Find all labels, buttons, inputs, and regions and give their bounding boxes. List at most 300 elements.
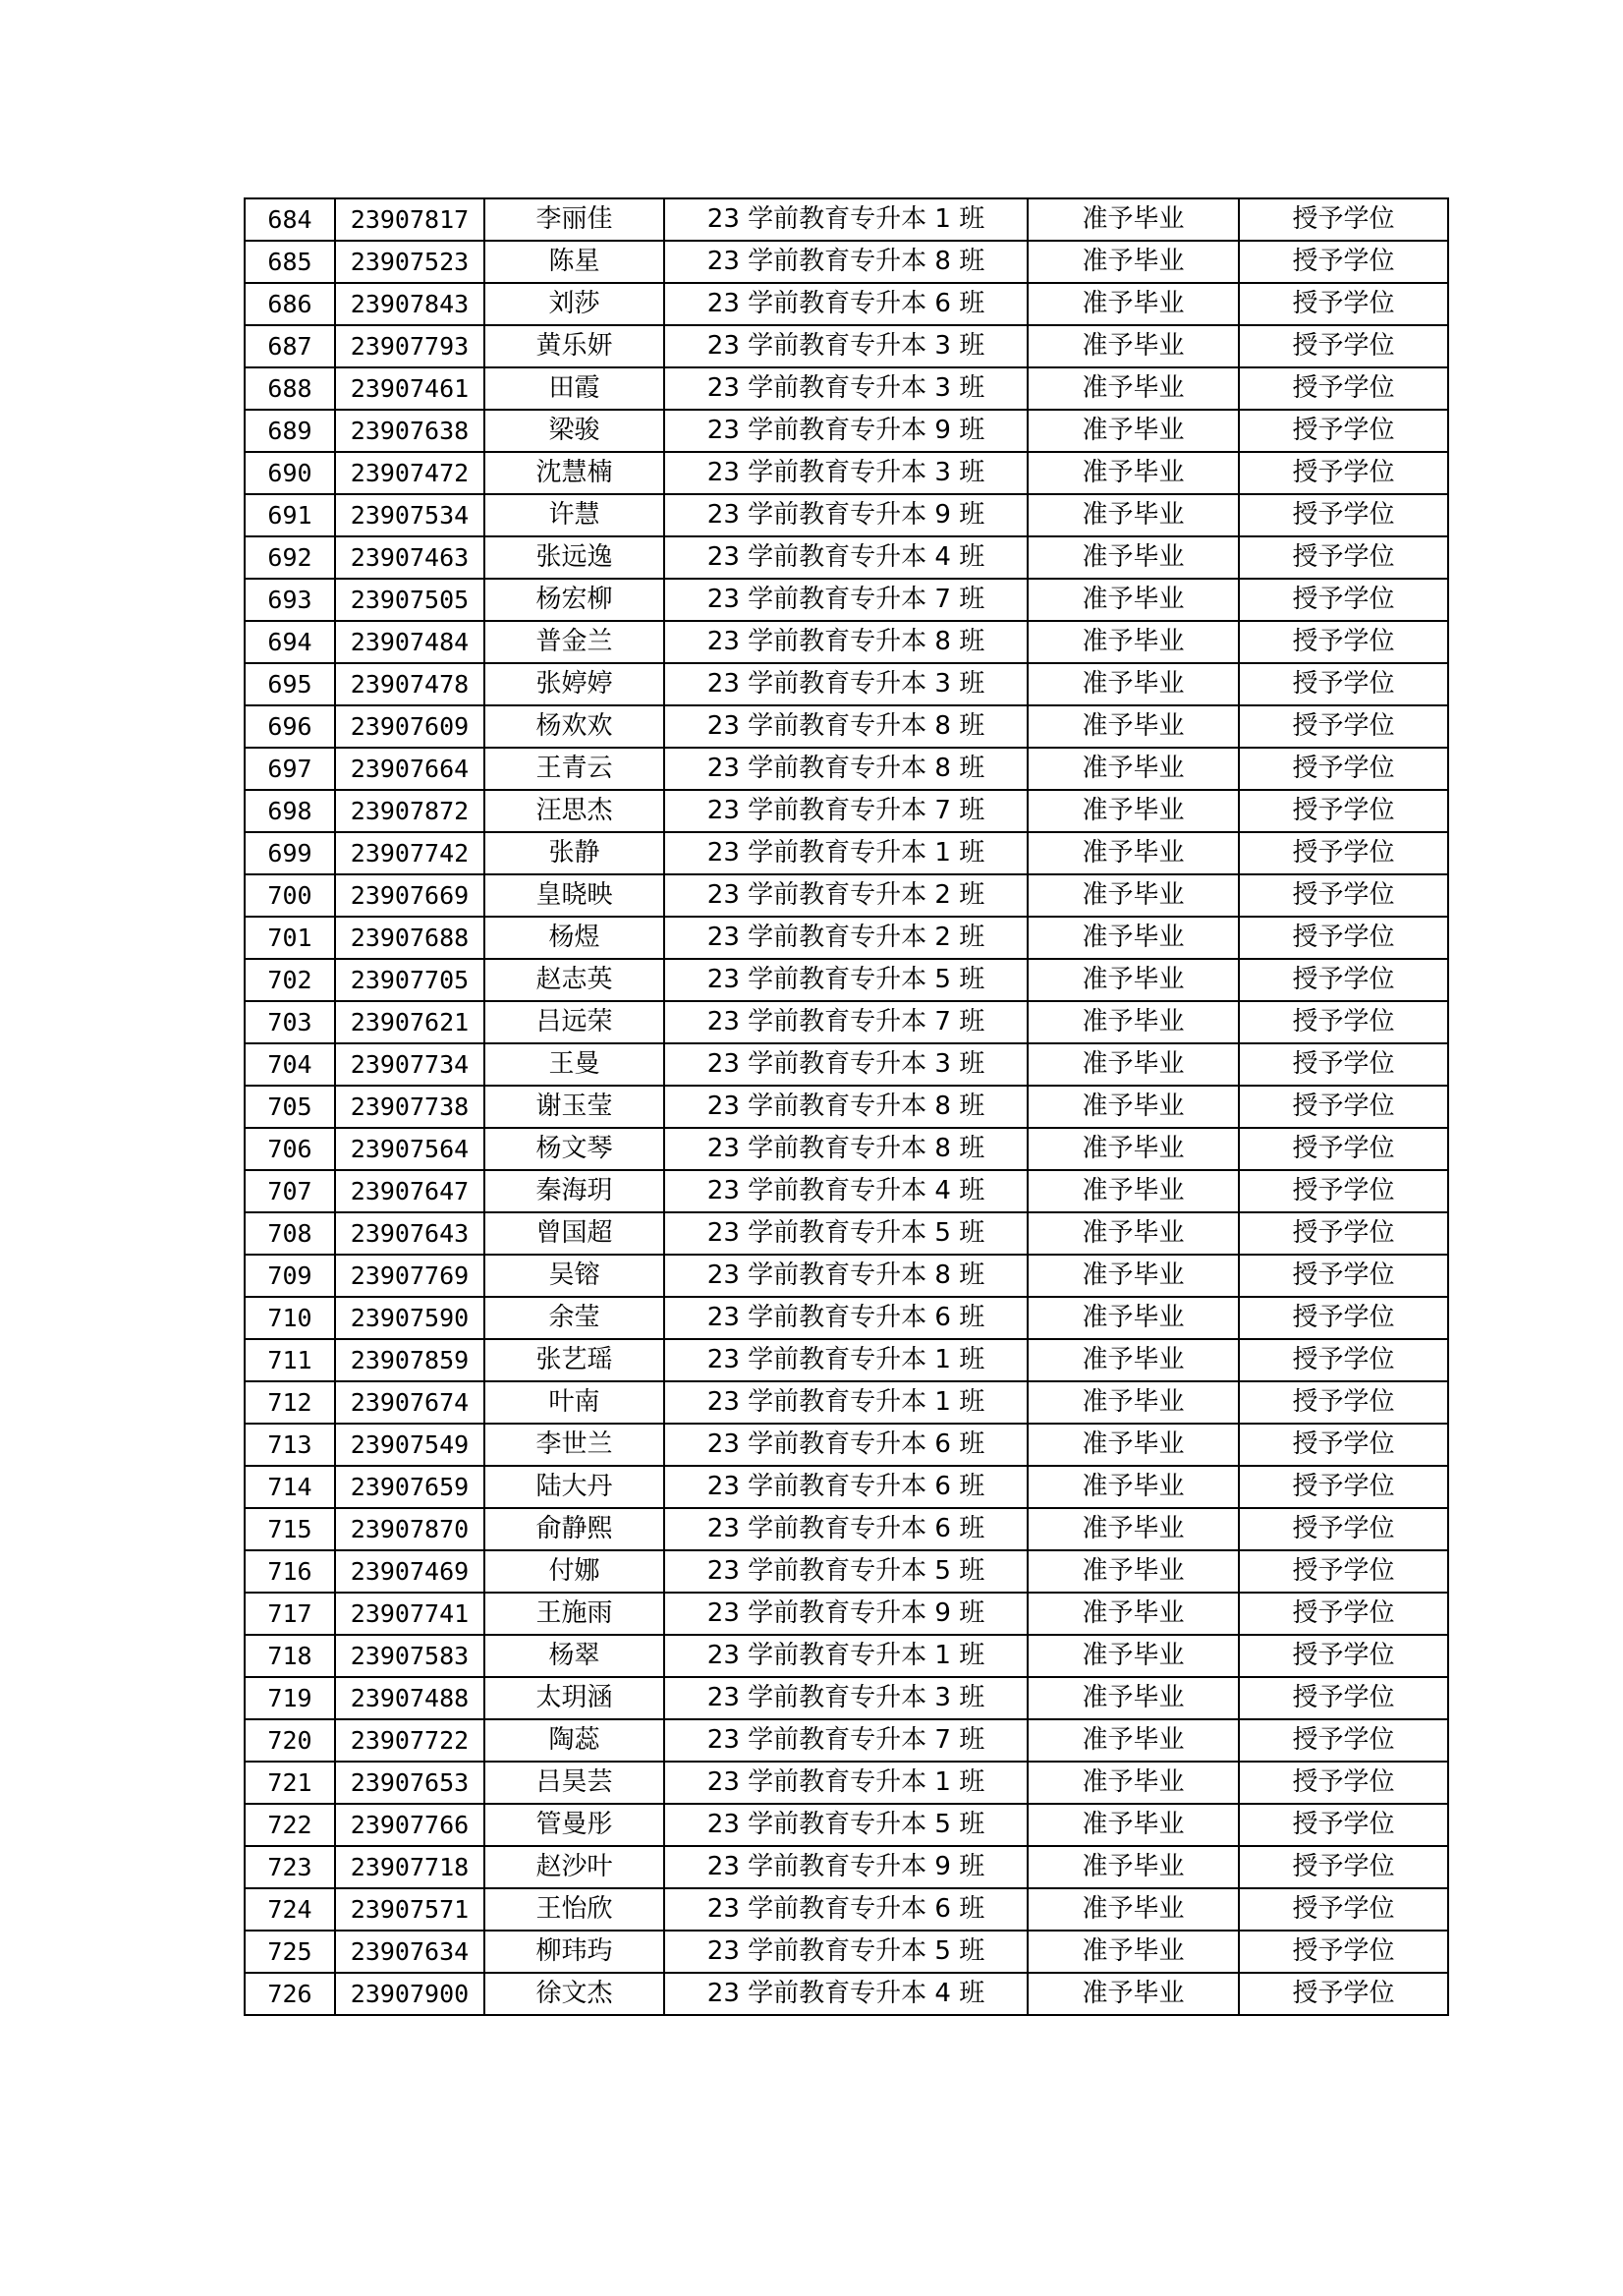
table-row <box>245 1381 1448 1424</box>
graduation-status-cell: 准予毕业 <box>1028 1888 1239 1931</box>
graduation-status-cell: 准予毕业 <box>1028 874 1239 917</box>
student-id-cell: 23907674 <box>335 1381 484 1424</box>
student-id-cell: 23907669 <box>335 874 484 917</box>
table-row <box>245 1255 1448 1297</box>
student-id-cell: 23907643 <box>335 1212 484 1255</box>
student-id-cell: 23907505 <box>335 579 484 621</box>
table-row <box>245 452 1448 494</box>
student-name-cell: 王施雨 <box>484 1593 664 1635</box>
class-name-cell: 23 学前教育专升本 3 班 <box>664 1043 1028 1086</box>
serial-number-cell: 705 <box>245 1086 335 1128</box>
graduation-status-cell: 准予毕业 <box>1028 1381 1239 1424</box>
graduation-status-cell: 准予毕业 <box>1028 1973 1239 2015</box>
class-name-cell: 23 学前教育专升本 8 班 <box>664 1086 1028 1128</box>
table-row <box>245 1466 1448 1508</box>
table-row <box>245 494 1448 536</box>
class-name-cell: 23 学前教育专升本 9 班 <box>664 1846 1028 1888</box>
degree-status-cell: 授予学位 <box>1239 579 1448 621</box>
degree-status-cell: 授予学位 <box>1239 1381 1448 1424</box>
graduation-status-cell: 准予毕业 <box>1028 748 1239 790</box>
student-id-cell: 23907738 <box>335 1086 484 1128</box>
class-name-cell: 23 学前教育专升本 9 班 <box>664 410 1028 452</box>
student-name-cell: 李世兰 <box>484 1424 664 1466</box>
degree-status-cell: 授予学位 <box>1239 1339 1448 1381</box>
serial-number-cell: 723 <box>245 1846 335 1888</box>
graduation-status-cell: 准予毕业 <box>1028 241 1239 283</box>
student-id-cell: 23907523 <box>335 241 484 283</box>
table-row <box>245 1888 1448 1931</box>
table-row <box>245 1846 1448 1888</box>
student-name-cell: 许慧 <box>484 494 664 536</box>
serial-number-cell: 721 <box>245 1762 335 1804</box>
class-name-cell: 23 学前教育专升本 4 班 <box>664 536 1028 579</box>
class-name-cell: 23 学前教育专升本 6 班 <box>664 1424 1028 1466</box>
table-row <box>245 1297 1448 1339</box>
table-row <box>245 663 1448 705</box>
graduation-status-cell: 准予毕业 <box>1028 1931 1239 1973</box>
degree-status-cell: 授予学位 <box>1239 790 1448 832</box>
degree-status-cell: 授予学位 <box>1239 1804 1448 1846</box>
graduation-status-cell: 准予毕业 <box>1028 917 1239 959</box>
class-name-cell: 23 学前教育专升本 2 班 <box>664 917 1028 959</box>
degree-status-cell: 授予学位 <box>1239 1973 1448 2015</box>
graduation-degree-table <box>244 197 1449 2016</box>
class-name-cell: 23 学前教育专升本 1 班 <box>664 198 1028 241</box>
student-name-cell: 沈慧楠 <box>484 452 664 494</box>
table-row <box>245 1931 1448 1973</box>
degree-status-cell: 授予学位 <box>1239 832 1448 874</box>
student-id-cell: 23907769 <box>335 1255 484 1297</box>
student-name-cell: 杨文琴 <box>484 1128 664 1170</box>
student-name-cell: 田霞 <box>484 367 664 410</box>
serial-number-cell: 697 <box>245 748 335 790</box>
class-name-cell: 23 学前教育专升本 3 班 <box>664 1677 1028 1719</box>
class-name-cell: 23 学前教育专升本 1 班 <box>664 1339 1028 1381</box>
serial-number-cell: 712 <box>245 1381 335 1424</box>
student-id-cell: 23907478 <box>335 663 484 705</box>
serial-number-cell: 704 <box>245 1043 335 1086</box>
student-id-cell: 23907817 <box>335 198 484 241</box>
student-name-cell: 李丽佳 <box>484 198 664 241</box>
serial-number-cell: 716 <box>245 1550 335 1593</box>
student-name-cell: 陆大丹 <box>484 1466 664 1508</box>
graduation-status-cell: 准予毕业 <box>1028 1297 1239 1339</box>
serial-number-cell: 700 <box>245 874 335 917</box>
graduation-status-cell: 准予毕业 <box>1028 1508 1239 1550</box>
serial-number-cell: 724 <box>245 1888 335 1931</box>
student-name-cell: 余莹 <box>484 1297 664 1339</box>
student-name-cell: 杨煜 <box>484 917 664 959</box>
student-id-cell: 23907859 <box>335 1339 484 1381</box>
degree-status-cell: 授予学位 <box>1239 1931 1448 1973</box>
degree-status-cell: 授予学位 <box>1239 367 1448 410</box>
graduation-status-cell: 准予毕业 <box>1028 1593 1239 1635</box>
class-name-cell: 23 学前教育专升本 9 班 <box>664 494 1028 536</box>
degree-status-cell: 授予学位 <box>1239 1128 1448 1170</box>
student-id-cell: 23907463 <box>335 536 484 579</box>
table-row <box>245 198 1448 241</box>
table-row <box>245 1424 1448 1466</box>
table-row <box>245 1550 1448 1593</box>
graduation-status-cell: 准予毕业 <box>1028 663 1239 705</box>
table-row <box>245 1804 1448 1846</box>
serial-number-cell: 695 <box>245 663 335 705</box>
serial-number-cell: 685 <box>245 241 335 283</box>
degree-status-cell: 授予学位 <box>1239 452 1448 494</box>
graduation-status-cell: 准予毕业 <box>1028 1255 1239 1297</box>
table-row <box>245 832 1448 874</box>
graduation-status-cell: 准予毕业 <box>1028 410 1239 452</box>
class-name-cell: 23 学前教育专升本 1 班 <box>664 832 1028 874</box>
class-name-cell: 23 学前教育专升本 6 班 <box>664 1466 1028 1508</box>
class-name-cell: 23 学前教育专升本 8 班 <box>664 621 1028 663</box>
class-name-cell: 23 学前教育专升本 8 班 <box>664 748 1028 790</box>
graduation-status-cell: 准予毕业 <box>1028 579 1239 621</box>
student-id-cell: 23907742 <box>335 832 484 874</box>
student-id-cell: 23907484 <box>335 621 484 663</box>
student-name-cell: 陈星 <box>484 241 664 283</box>
serial-number-cell: 698 <box>245 790 335 832</box>
class-name-cell: 23 学前教育专升本 4 班 <box>664 1170 1028 1212</box>
class-name-cell: 23 学前教育专升本 4 班 <box>664 1973 1028 2015</box>
student-name-cell: 张艺瑶 <box>484 1339 664 1381</box>
serial-number-cell: 687 <box>245 325 335 367</box>
table-row <box>245 410 1448 452</box>
serial-number-cell: 709 <box>245 1255 335 1297</box>
class-name-cell: 23 学前教育专升本 5 班 <box>664 1212 1028 1255</box>
class-name-cell: 23 学前教育专升本 3 班 <box>664 367 1028 410</box>
degree-status-cell: 授予学位 <box>1239 1719 1448 1762</box>
class-name-cell: 23 学前教育专升本 7 班 <box>664 1719 1028 1762</box>
class-name-cell: 23 学前教育专升本 3 班 <box>664 663 1028 705</box>
serial-number-cell: 720 <box>245 1719 335 1762</box>
serial-number-cell: 701 <box>245 917 335 959</box>
table-row <box>245 1128 1448 1170</box>
serial-number-cell: 684 <box>245 198 335 241</box>
student-name-cell: 俞静熙 <box>484 1508 664 1550</box>
degree-status-cell: 授予学位 <box>1239 621 1448 663</box>
student-id-cell: 23907718 <box>335 1846 484 1888</box>
class-name-cell: 23 学前教育专升本 3 班 <box>664 452 1028 494</box>
student-id-cell: 23907766 <box>335 1804 484 1846</box>
degree-status-cell: 授予学位 <box>1239 283 1448 325</box>
student-id-cell: 23907469 <box>335 1550 484 1593</box>
serial-number-cell: 690 <box>245 452 335 494</box>
graduation-status-cell: 准予毕业 <box>1028 367 1239 410</box>
student-id-cell: 23907571 <box>335 1888 484 1931</box>
degree-status-cell: 授予学位 <box>1239 1846 1448 1888</box>
student-name-cell: 陶蕊 <box>484 1719 664 1762</box>
table-row <box>245 790 1448 832</box>
table-row <box>245 1973 1448 2015</box>
class-name-cell: 23 学前教育专升本 3 班 <box>664 325 1028 367</box>
serial-number-cell: 703 <box>245 1001 335 1043</box>
student-id-cell: 23907741 <box>335 1593 484 1635</box>
table-row <box>245 621 1448 663</box>
degree-status-cell: 授予学位 <box>1239 1297 1448 1339</box>
student-name-cell: 杨欢欢 <box>484 705 664 748</box>
student-id-cell: 23907870 <box>335 1508 484 1550</box>
student-id-cell: 23907461 <box>335 367 484 410</box>
student-id-cell: 23907872 <box>335 790 484 832</box>
serial-number-cell: 725 <box>245 1931 335 1973</box>
student-name-cell: 曾国超 <box>484 1212 664 1255</box>
student-name-cell: 付娜 <box>484 1550 664 1593</box>
serial-number-cell: 711 <box>245 1339 335 1381</box>
student-name-cell: 普金兰 <box>484 621 664 663</box>
student-id-cell: 23907621 <box>335 1001 484 1043</box>
serial-number-cell: 694 <box>245 621 335 663</box>
student-id-cell: 23907564 <box>335 1128 484 1170</box>
student-name-cell: 皇晓映 <box>484 874 664 917</box>
serial-number-cell: 689 <box>245 410 335 452</box>
graduation-status-cell: 准予毕业 <box>1028 1635 1239 1677</box>
table-row <box>245 917 1448 959</box>
table-row <box>245 705 1448 748</box>
graduation-status-cell: 准予毕业 <box>1028 1043 1239 1086</box>
graduation-status-cell: 准予毕业 <box>1028 959 1239 1001</box>
student-id-cell: 23907647 <box>335 1170 484 1212</box>
table-row <box>245 1508 1448 1550</box>
degree-status-cell: 授予学位 <box>1239 874 1448 917</box>
class-name-cell: 23 学前教育专升本 8 班 <box>664 705 1028 748</box>
class-name-cell: 23 学前教育专升本 6 班 <box>664 1508 1028 1550</box>
graduation-status-cell: 准予毕业 <box>1028 1846 1239 1888</box>
degree-status-cell: 授予学位 <box>1239 1170 1448 1212</box>
degree-status-cell: 授予学位 <box>1239 959 1448 1001</box>
student-name-cell: 张婷婷 <box>484 663 664 705</box>
degree-status-cell: 授予学位 <box>1239 1677 1448 1719</box>
student-id-cell: 23907634 <box>335 1931 484 1973</box>
student-name-cell: 梁骏 <box>484 410 664 452</box>
degree-status-cell: 授予学位 <box>1239 1043 1448 1086</box>
class-name-cell: 23 学前教育专升本 8 班 <box>664 1255 1028 1297</box>
student-name-cell: 管曼彤 <box>484 1804 664 1846</box>
table-row <box>245 579 1448 621</box>
class-name-cell: 23 学前教育专升本 7 班 <box>664 1001 1028 1043</box>
table-row <box>245 874 1448 917</box>
degree-status-cell: 授予学位 <box>1239 1635 1448 1677</box>
class-name-cell: 23 学前教育专升本 5 班 <box>664 1804 1028 1846</box>
student-name-cell: 汪思杰 <box>484 790 664 832</box>
table-body <box>245 198 1448 2015</box>
degree-status-cell: 授予学位 <box>1239 1212 1448 1255</box>
class-name-cell: 23 学前教育专升本 1 班 <box>664 1635 1028 1677</box>
table-row <box>245 1086 1448 1128</box>
class-name-cell: 23 学前教育专升本 6 班 <box>664 283 1028 325</box>
serial-number-cell: 722 <box>245 1804 335 1846</box>
student-name-cell: 吕远荣 <box>484 1001 664 1043</box>
student-id-cell: 23907488 <box>335 1677 484 1719</box>
student-id-cell: 23907638 <box>335 410 484 452</box>
student-id-cell: 23907664 <box>335 748 484 790</box>
class-name-cell: 23 学前教育专升本 7 班 <box>664 579 1028 621</box>
student-name-cell: 王曼 <box>484 1043 664 1086</box>
student-id-cell: 23907900 <box>335 1973 484 2015</box>
student-id-cell: 23907653 <box>335 1762 484 1804</box>
class-name-cell: 23 学前教育专升本 6 班 <box>664 1297 1028 1339</box>
serial-number-cell: 717 <box>245 1593 335 1635</box>
table-row <box>245 959 1448 1001</box>
table-row <box>245 1677 1448 1719</box>
graduation-status-cell: 准予毕业 <box>1028 1339 1239 1381</box>
student-id-cell: 23907843 <box>335 283 484 325</box>
student-name-cell: 徐文杰 <box>484 1973 664 2015</box>
serial-number-cell: 719 <box>245 1677 335 1719</box>
serial-number-cell: 713 <box>245 1424 335 1466</box>
degree-status-cell: 授予学位 <box>1239 198 1448 241</box>
class-name-cell: 23 学前教育专升本 8 班 <box>664 241 1028 283</box>
serial-number-cell: 708 <box>245 1212 335 1255</box>
table-row <box>245 1170 1448 1212</box>
serial-number-cell: 706 <box>245 1128 335 1170</box>
class-name-cell: 23 学前教育专升本 5 班 <box>664 1931 1028 1973</box>
degree-status-cell: 授予学位 <box>1239 748 1448 790</box>
degree-status-cell: 授予学位 <box>1239 410 1448 452</box>
graduation-status-cell: 准予毕业 <box>1028 198 1239 241</box>
student-id-cell: 23907549 <box>335 1424 484 1466</box>
serial-number-cell: 691 <box>245 494 335 536</box>
graduation-status-cell: 准予毕业 <box>1028 536 1239 579</box>
graduation-status-cell: 准予毕业 <box>1028 1466 1239 1508</box>
graduation-status-cell: 准予毕业 <box>1028 1550 1239 1593</box>
serial-number-cell: 699 <box>245 832 335 874</box>
graduation-status-cell: 准予毕业 <box>1028 1212 1239 1255</box>
graduation-status-cell: 准予毕业 <box>1028 452 1239 494</box>
table-row <box>245 1635 1448 1677</box>
graduation-status-cell: 准予毕业 <box>1028 494 1239 536</box>
table-row <box>245 367 1448 410</box>
table-row <box>245 1762 1448 1804</box>
graduation-status-cell: 准予毕业 <box>1028 1128 1239 1170</box>
student-id-cell: 23907705 <box>335 959 484 1001</box>
degree-status-cell: 授予学位 <box>1239 1762 1448 1804</box>
class-name-cell: 23 学前教育专升本 9 班 <box>664 1593 1028 1635</box>
student-name-cell: 秦海玥 <box>484 1170 664 1212</box>
student-name-cell: 张静 <box>484 832 664 874</box>
class-name-cell: 23 学前教育专升本 1 班 <box>664 1762 1028 1804</box>
class-name-cell: 23 学前教育专升本 5 班 <box>664 1550 1028 1593</box>
graduation-status-cell: 准予毕业 <box>1028 832 1239 874</box>
student-name-cell: 吴镕 <box>484 1255 664 1297</box>
class-name-cell: 23 学前教育专升本 7 班 <box>664 790 1028 832</box>
student-name-cell: 王怡欣 <box>484 1888 664 1931</box>
student-id-cell: 23907688 <box>335 917 484 959</box>
class-name-cell: 23 学前教育专升本 6 班 <box>664 1888 1028 1931</box>
graduation-status-cell: 准予毕业 <box>1028 1804 1239 1846</box>
table-row <box>245 536 1448 579</box>
serial-number-cell: 710 <box>245 1297 335 1339</box>
serial-number-cell: 693 <box>245 579 335 621</box>
table-row <box>245 1043 1448 1086</box>
table-row <box>245 283 1448 325</box>
serial-number-cell: 718 <box>245 1635 335 1677</box>
graduation-status-cell: 准予毕业 <box>1028 790 1239 832</box>
graduation-status-cell: 准予毕业 <box>1028 1719 1239 1762</box>
class-name-cell: 23 学前教育专升本 2 班 <box>664 874 1028 917</box>
degree-status-cell: 授予学位 <box>1239 1550 1448 1593</box>
class-name-cell: 23 学前教育专升本 5 班 <box>664 959 1028 1001</box>
serial-number-cell: 696 <box>245 705 335 748</box>
student-name-cell: 柳玮玙 <box>484 1931 664 1973</box>
table-row <box>245 1719 1448 1762</box>
student-name-cell: 赵沙叶 <box>484 1846 664 1888</box>
degree-status-cell: 授予学位 <box>1239 536 1448 579</box>
serial-number-cell: 688 <box>245 367 335 410</box>
class-name-cell: 23 学前教育专升本 1 班 <box>664 1381 1028 1424</box>
serial-number-cell: 702 <box>245 959 335 1001</box>
degree-status-cell: 授予学位 <box>1239 705 1448 748</box>
graduation-status-cell: 准予毕业 <box>1028 1086 1239 1128</box>
student-name-cell: 刘莎 <box>484 283 664 325</box>
student-id-cell: 23907472 <box>335 452 484 494</box>
student-id-cell: 23907722 <box>335 1719 484 1762</box>
serial-number-cell: 714 <box>245 1466 335 1508</box>
graduation-status-cell: 准予毕业 <box>1028 325 1239 367</box>
table-row <box>245 1593 1448 1635</box>
serial-number-cell: 686 <box>245 283 335 325</box>
degree-status-cell: 授予学位 <box>1239 1086 1448 1128</box>
student-id-cell: 23907590 <box>335 1297 484 1339</box>
student-id-cell: 23907609 <box>335 705 484 748</box>
graduation-status-cell: 准予毕业 <box>1028 283 1239 325</box>
serial-number-cell: 715 <box>245 1508 335 1550</box>
degree-status-cell: 授予学位 <box>1239 241 1448 283</box>
graduation-status-cell: 准予毕业 <box>1028 1677 1239 1719</box>
table-row <box>245 748 1448 790</box>
student-id-cell: 23907534 <box>335 494 484 536</box>
student-id-cell: 23907583 <box>335 1635 484 1677</box>
table-row <box>245 1001 1448 1043</box>
class-name-cell: 23 学前教育专升本 8 班 <box>664 1128 1028 1170</box>
degree-status-cell: 授予学位 <box>1239 1466 1448 1508</box>
student-id-cell: 23907793 <box>335 325 484 367</box>
student-name-cell: 赵志英 <box>484 959 664 1001</box>
degree-status-cell: 授予学位 <box>1239 1593 1448 1635</box>
graduation-status-cell: 准予毕业 <box>1028 1424 1239 1466</box>
student-name-cell: 太玥涵 <box>484 1677 664 1719</box>
degree-status-cell: 授予学位 <box>1239 1424 1448 1466</box>
student-name-cell: 杨宏柳 <box>484 579 664 621</box>
graduation-status-cell: 准予毕业 <box>1028 621 1239 663</box>
student-name-cell: 张远逸 <box>484 536 664 579</box>
serial-number-cell: 726 <box>245 1973 335 2015</box>
graduation-status-cell: 准予毕业 <box>1028 1762 1239 1804</box>
student-name-cell: 王青云 <box>484 748 664 790</box>
degree-status-cell: 授予学位 <box>1239 494 1448 536</box>
student-id-cell: 23907734 <box>335 1043 484 1086</box>
degree-status-cell: 授予学位 <box>1239 917 1448 959</box>
student-name-cell: 黄乐妍 <box>484 325 664 367</box>
student-name-cell: 叶南 <box>484 1381 664 1424</box>
table-row <box>245 1339 1448 1381</box>
student-name-cell: 谢玉莹 <box>484 1086 664 1128</box>
table-row <box>245 325 1448 367</box>
student-name-cell: 吕昊芸 <box>484 1762 664 1804</box>
student-name-cell: 杨翠 <box>484 1635 664 1677</box>
graduation-status-cell: 准予毕业 <box>1028 1001 1239 1043</box>
serial-number-cell: 707 <box>245 1170 335 1212</box>
graduation-status-cell: 准予毕业 <box>1028 705 1239 748</box>
degree-status-cell: 授予学位 <box>1239 1888 1448 1931</box>
table-row <box>245 241 1448 283</box>
degree-status-cell: 授予学位 <box>1239 663 1448 705</box>
degree-status-cell: 授予学位 <box>1239 1255 1448 1297</box>
degree-status-cell: 授予学位 <box>1239 1508 1448 1550</box>
student-id-cell: 23907659 <box>335 1466 484 1508</box>
graduation-status-cell: 准予毕业 <box>1028 1170 1239 1212</box>
degree-status-cell: 授予学位 <box>1239 1001 1448 1043</box>
